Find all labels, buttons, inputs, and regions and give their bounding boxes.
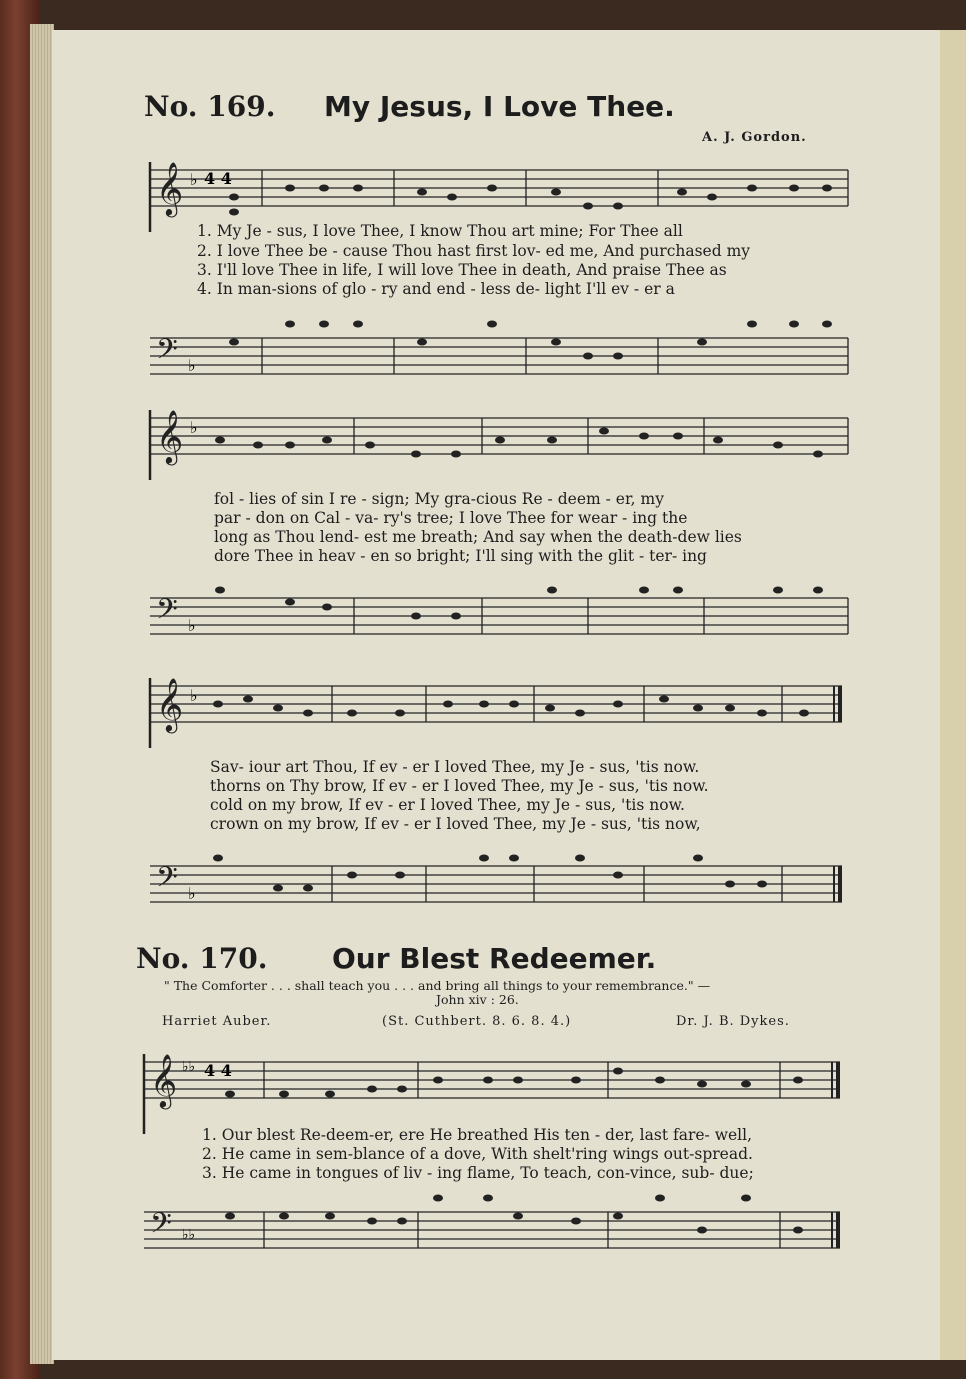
page-edges [30,24,54,1364]
hymn-169-system-2-verse-3: long as Thou lend- est me breath; And say when the death-dew lies [214,528,742,546]
svg-text:♭♭: ♭♭ [182,1227,196,1243]
hymnal-page [52,30,940,1360]
svg-text:𝄞: 𝄞 [150,1053,178,1107]
hymn-169-system-2-verse-1: fol - lies of sin I re - sign; My gra-cious Re - deem - er, my [214,490,664,508]
hymn-169-system-3-verse-2: thorns on Thy brow, If ev - er I loved Thee, my Je - sus, 'tis now. [210,777,709,795]
hymn-169-staff-1-treble [52,152,940,232]
svg-text:♭: ♭ [188,616,196,635]
time-signature-169: 4 4 [204,169,232,188]
svg-text:♭♭: ♭♭ [182,1059,196,1075]
svg-text:♭: ♭ [190,170,198,189]
svg-text:𝄞: 𝄞 [156,677,184,731]
hymn-169-system-1-verse-2: 2. I love Thee be - cause Thou hast first lov- ed me, And purchased my [197,242,751,260]
svg-text:𝄢: 𝄢 [156,593,178,633]
hymn-169-system-2-verse-4: dore Thee in heav - en so bright; I'll sing with the glit - ter- ing [214,547,707,565]
hymn-169-system-3-verse-4: crown on my brow, If ev - er I loved Thee, my Je - sus, 'tis now, [210,815,701,833]
svg-text:♭: ♭ [190,686,198,705]
hymn-170-verse-2: 2. He came in sem-blance of a dove, With shelt'ring wings out-spread. [202,1145,753,1163]
hymn-170-staff-treble [52,1044,940,1134]
hymn-170-epigraph: " The Comforter . . . shall teach you . . . and bring all things to your remembrance." — [164,978,711,993]
facing-page [938,30,966,1360]
hymn-169-title: My Jesus, I Love Thee. [324,90,675,123]
hymn-169-number: No. 169. [144,90,276,123]
svg-text:𝄢: 𝄢 [150,1207,172,1247]
hymn-169-system-3-verse-3: cold on my brow, If ev - er I loved Thee, my Je - sus, 'tis now. [210,796,685,814]
hymn-170-number: No. 170. [136,942,268,975]
hymn-169-system-3-verse-1: Sav- iour art Thou, If ev - er I loved Thee, my Je - sus, 'tis now. [210,758,700,776]
time-signature-170: 4 4 [204,1061,232,1080]
hymn-170-verse-1: 1. Our blest Re-deem-er, ere He breathed His ten - der, last fare- well, [202,1126,753,1144]
hymn-169-system-1-verse-1: 1. My Je - sus, I love Thee, I know Thou art mine; For Thee all [197,222,683,240]
svg-text:♭: ♭ [188,884,196,903]
hymn-169-system-1-verse-3: 3. I'll love Thee in life, I will love Thee in death, And praise Thee as [197,261,727,279]
svg-text:♭: ♭ [190,418,198,437]
svg-text:𝄢: 𝄢 [156,861,178,901]
hymn-170-epigraph-reference: John xiv : 26. [436,992,519,1007]
hymn-169-system-2-verse-2: par - don on Cal - va- ry's tree; I love Thee for wear - ing the [214,509,688,527]
hymn-169-composer: A. J. Gordon. [702,130,807,145]
svg-text:♭: ♭ [188,356,196,375]
hymn-169-staff-3-bass [52,848,940,928]
hymn-170-author: Harriet Auber. [162,1014,272,1029]
hymn-170-staff-bass [52,1194,940,1284]
svg-text:𝄞: 𝄞 [156,409,184,463]
hymn-170-title: Our Blest Redeemer. [332,942,657,975]
hymn-169-staff-3-treble [52,668,940,748]
hymn-170-tune: (St. Cuthbert. 8. 6. 8. 4.) [382,1014,572,1029]
svg-text:𝄢: 𝄢 [156,333,178,373]
hymn-169-staff-2-treble [52,400,940,480]
hymn-170-composer: Dr. J. B. Dykes. [676,1014,790,1029]
hymn-169-system-1-verse-4: 4. In man-sions of glo - ry and end - less de- light I'll ev - er a [197,280,675,298]
hymn-169-staff-1-bass [52,320,940,400]
svg-text:𝄞: 𝄞 [156,161,184,215]
hymn-169-staff-2-bass [52,580,940,660]
hymn-170-verse-3: 3. He came in tongues of liv - ing flame, To teach, con-vince, sub- due; [202,1164,754,1182]
